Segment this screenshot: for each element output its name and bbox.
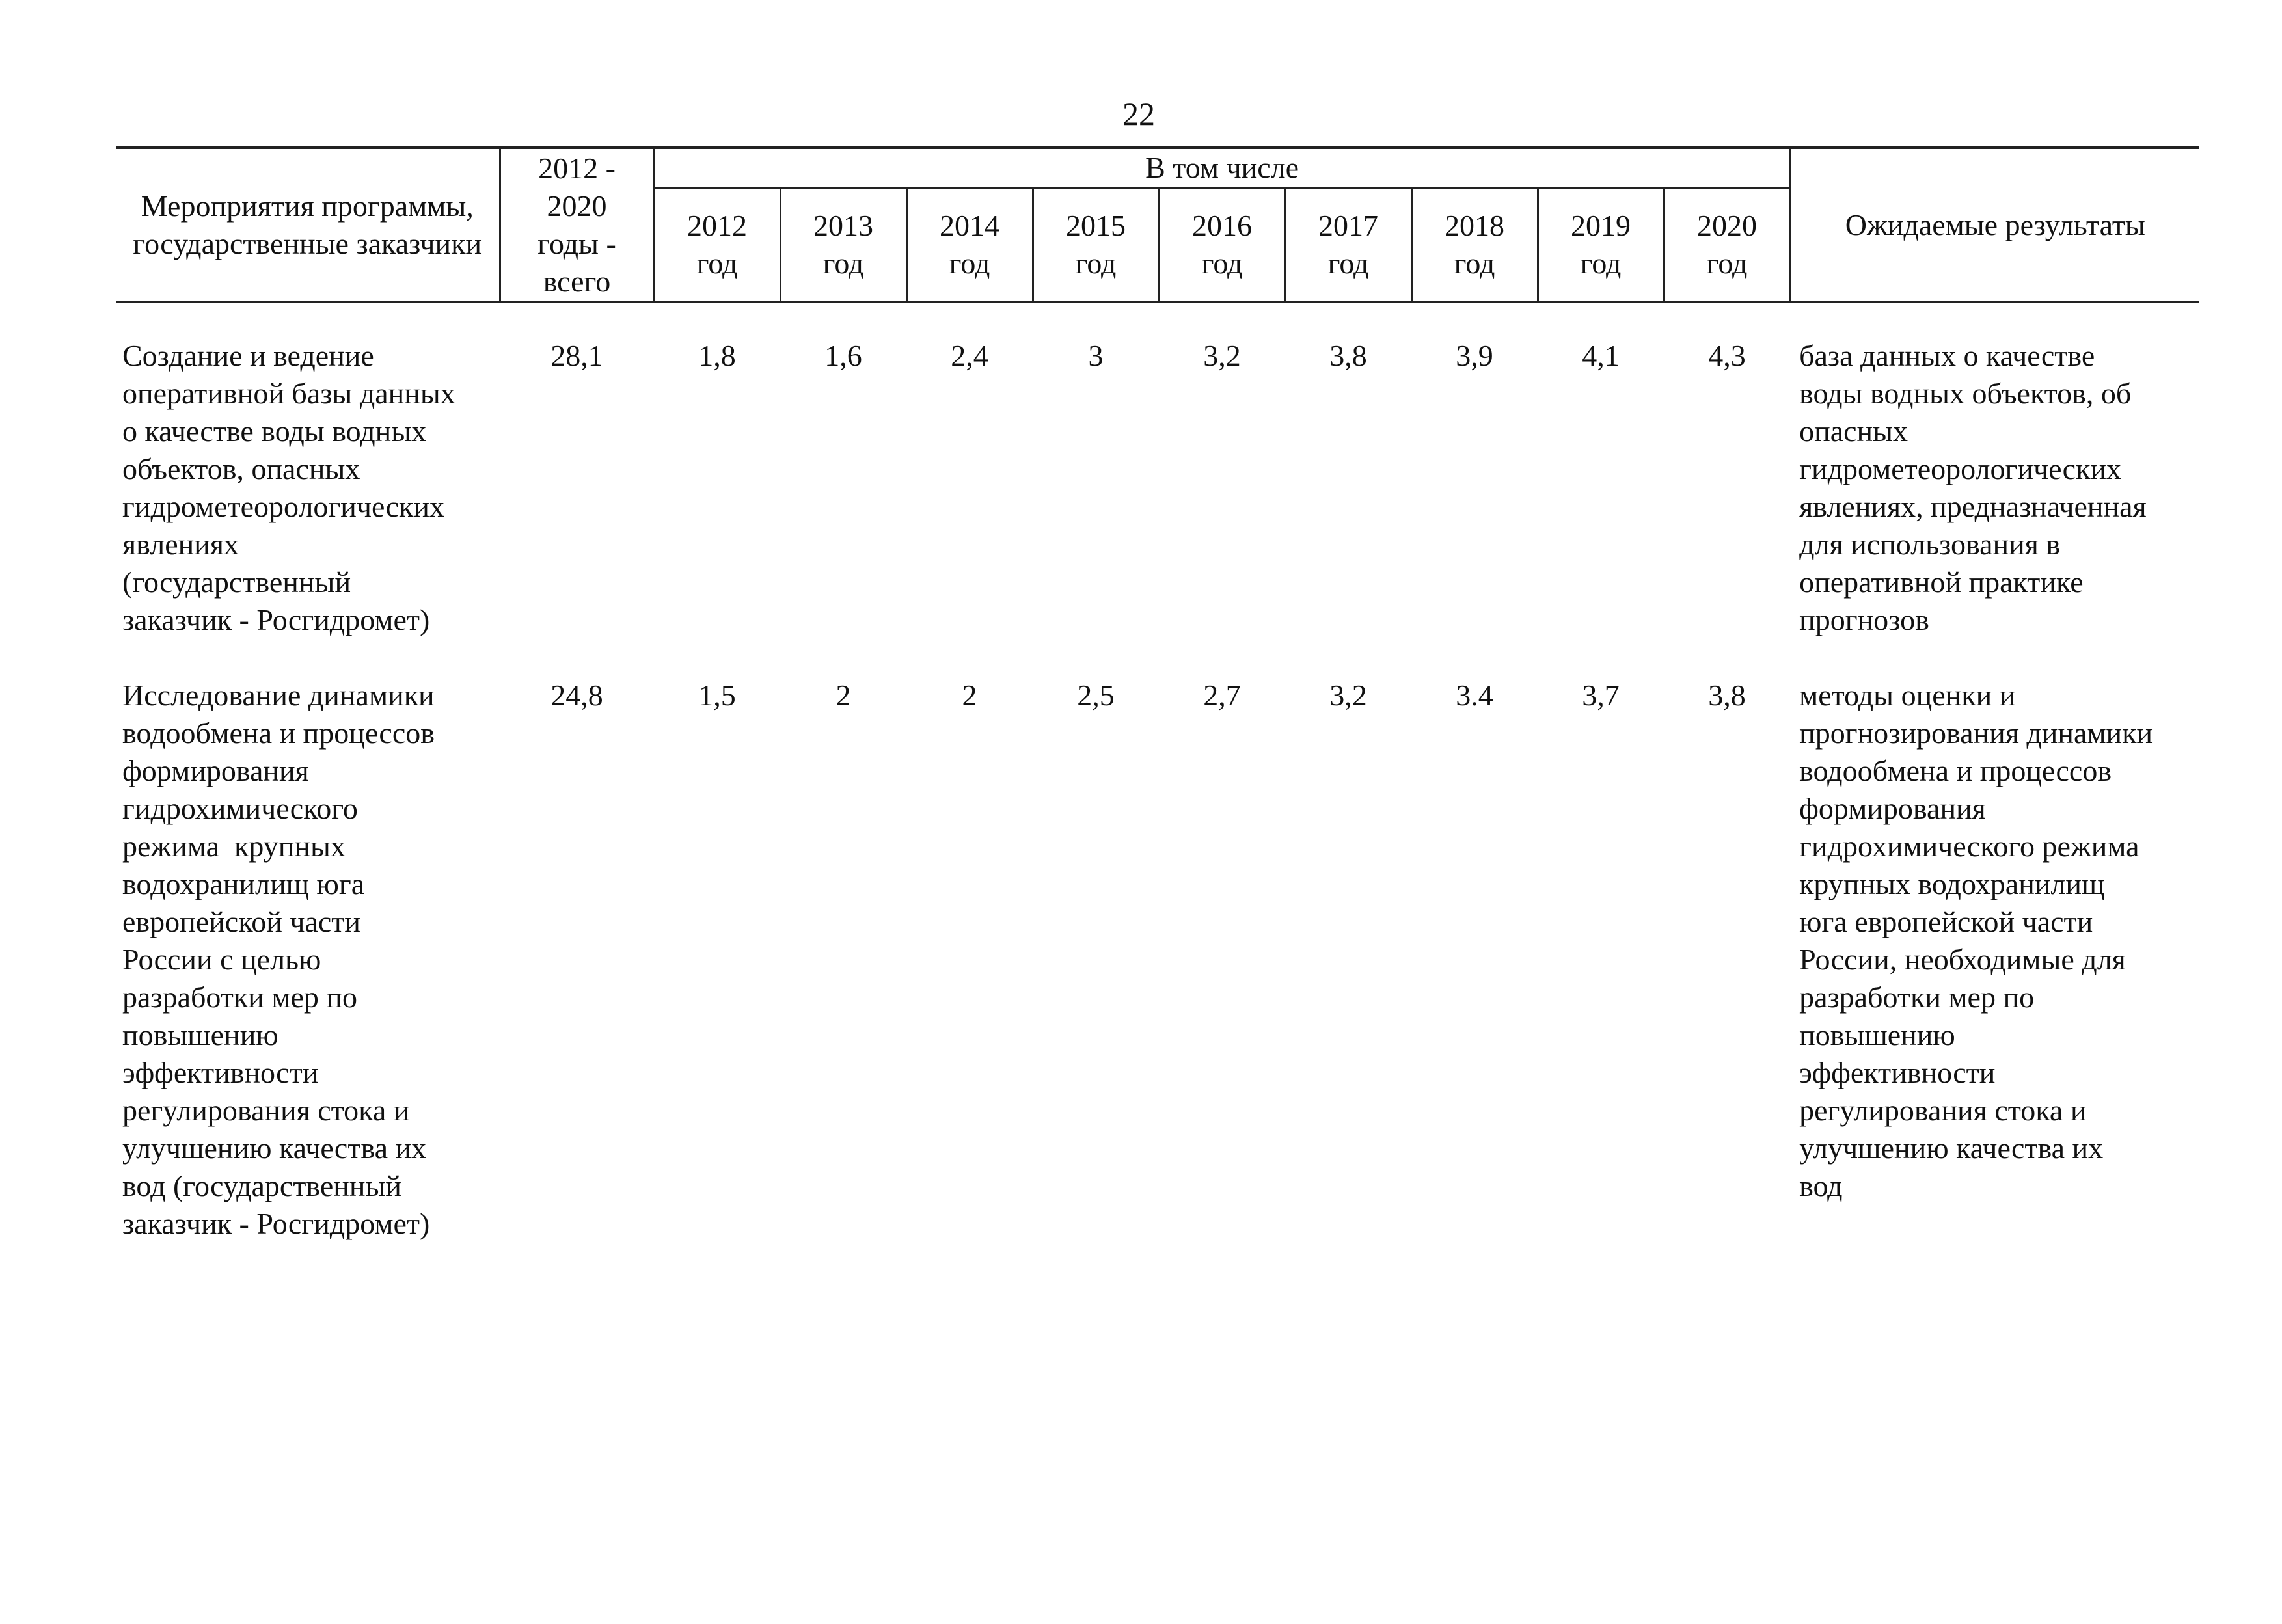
header-year-number: 2016	[1192, 209, 1252, 242]
header-year-2019	[1538, 188, 1664, 303]
activity-line: разработки мер по	[122, 981, 358, 1014]
header-year-2016	[1159, 188, 1285, 303]
header-total-line: годы -	[537, 226, 616, 260]
result-line: улучшению качества их	[1799, 1131, 2104, 1165]
value-cell-2017: 3,2	[1329, 679, 1367, 712]
value-cell-2014: 2,4	[951, 339, 988, 372]
value-cell-2012: 1,5	[698, 679, 736, 712]
value-cell-2020: 3,8	[1708, 679, 1746, 712]
result-line: России, необходимые для	[1799, 943, 2126, 976]
value-cell-2015: 2,5	[1077, 679, 1115, 712]
header-results: Ожидаемые результаты	[1790, 148, 2199, 302]
header-year-word: год	[1075, 247, 1117, 280]
activity-line: формирования	[122, 754, 309, 787]
table-body	[116, 302, 2199, 1243]
value-cell-2019: 3,7	[1582, 679, 1620, 712]
total-cell: 28,1	[550, 339, 603, 372]
header-year-number: 2014	[940, 209, 999, 242]
result-line: методы оценки и	[1799, 679, 2016, 712]
result-line: вод	[1799, 1169, 1843, 1202]
activity-cell	[116, 337, 500, 639]
activity-line: эффективности	[122, 1056, 319, 1089]
header-year-2013	[780, 188, 906, 303]
result-line: регулирования стока и	[1799, 1094, 2087, 1127]
header-year-word: год	[822, 247, 864, 280]
table-row	[116, 677, 2199, 1243]
value-cell-2018: 3.4	[1456, 679, 1493, 712]
value-cell-2012: 1,8	[698, 339, 736, 372]
header-year-number: 2015	[1066, 209, 1126, 242]
result-line: водообмена и процессов	[1799, 754, 2112, 787]
activity-line: регулирования стока и	[122, 1094, 410, 1127]
header-year-word: год	[1201, 247, 1243, 280]
result-line: формирования	[1799, 792, 1986, 825]
header-year-2012	[654, 188, 780, 303]
result-line: прогнозирования динамики	[1799, 716, 2153, 750]
value-cell-2017: 3,8	[1329, 339, 1367, 372]
activity-line: водообмена и процессов	[122, 716, 435, 750]
result-line: для использования в	[1799, 528, 2061, 561]
result-line: воды водных объектов, об	[1799, 377, 2132, 410]
activity-line: Создание и ведение	[122, 339, 374, 372]
value-cell-2016: 3,2	[1203, 339, 1241, 372]
header-total-line: 2012 -	[538, 151, 616, 185]
header-year-number: 2018	[1445, 209, 1504, 242]
header-total-line: 2020	[547, 189, 607, 223]
activity-line: европейской части	[122, 905, 361, 938]
activity-line: объектов, опасных	[122, 452, 360, 485]
header-year-word: год	[1327, 247, 1369, 280]
header-total-line: всего	[543, 264, 611, 298]
result-line: эффективности	[1799, 1056, 1996, 1089]
header-year-number: 2019	[1571, 209, 1631, 242]
header-year-number: 2012	[687, 209, 747, 242]
header-year-2018	[1411, 188, 1538, 303]
result-line: оперативной практике	[1799, 565, 2084, 599]
header-year-number: 2013	[813, 209, 873, 242]
result-line: юга европейской части	[1799, 905, 2093, 938]
value-cell-2018: 3,9	[1456, 339, 1493, 372]
value-cell-2013: 1,6	[824, 339, 862, 372]
header-activity: Мероприятия программы, государственные заказчики	[116, 148, 500, 302]
page-number: 22	[1122, 96, 1155, 132]
activity-line: (государственный	[122, 565, 351, 599]
value-cell-2020: 4,3	[1708, 339, 1746, 372]
result-line: прогнозов	[1799, 603, 1929, 636]
activity-line: России с целью	[122, 943, 321, 976]
total-cell: 24,8	[550, 679, 603, 712]
activity-line: оперативной базы данных	[122, 377, 455, 410]
table-header	[116, 148, 2199, 302]
header-year-2015	[1033, 188, 1159, 303]
header-year-2014	[906, 188, 1033, 303]
header-year-2020	[1664, 188, 1790, 303]
header-year-number: 2017	[1318, 209, 1378, 242]
result-line: гидрометеорологических	[1799, 452, 2122, 485]
header-year-word: год	[1706, 247, 1748, 280]
activity-line: заказчик - Росгидромет)	[122, 1207, 430, 1240]
result-cell	[1790, 337, 2199, 639]
result-line: явлениях, предназначенная	[1799, 490, 2147, 523]
activity-line: вод (государственный	[122, 1169, 402, 1202]
result-line: повышению	[1799, 1018, 1955, 1051]
activity-line: о качестве воды водных	[122, 414, 427, 448]
activity-line: Исследование динамики	[122, 679, 435, 712]
header-year-word: год	[1454, 247, 1495, 280]
result-line: разработки мер по	[1799, 981, 2035, 1014]
header-year-number: 2020	[1697, 209, 1758, 242]
activity-line: гидрометеорологических	[122, 490, 444, 523]
result-line: база данных о качестве	[1799, 339, 2095, 372]
header-including: В том числе	[654, 148, 1790, 188]
value-cell-2019: 4,1	[1582, 339, 1620, 372]
value-cell-2015: 3	[1088, 339, 1104, 372]
value-cell-2014: 2	[962, 679, 977, 712]
result-cell	[1790, 677, 2199, 1243]
header-year-word: год	[1580, 247, 1622, 280]
header-total	[500, 148, 654, 302]
header-year-word: год	[696, 247, 738, 280]
result-line: крупных водохранилищ	[1799, 867, 2105, 900]
activity-line: режима крупных	[122, 830, 346, 863]
activity-line: заказчик - Росгидромет)	[122, 603, 430, 636]
program-activities-table	[116, 146, 2199, 1243]
activity-line: улучшению качества их	[122, 1131, 427, 1165]
header-year-2017	[1285, 188, 1411, 303]
table-row	[116, 337, 2199, 639]
value-cell-2016: 2,7	[1203, 679, 1241, 712]
activity-cell	[116, 677, 500, 1243]
activity-line: явлениях	[122, 528, 239, 561]
activity-line: гидрохимического	[122, 792, 358, 825]
result-line: гидрохимического режима	[1799, 830, 2139, 863]
activity-line: повышению	[122, 1018, 278, 1051]
header-year-word: год	[949, 247, 990, 280]
activity-line: водохранилищ юга	[122, 867, 365, 900]
value-cell-2013: 2	[835, 679, 851, 712]
result-line: опасных	[1799, 414, 1908, 448]
